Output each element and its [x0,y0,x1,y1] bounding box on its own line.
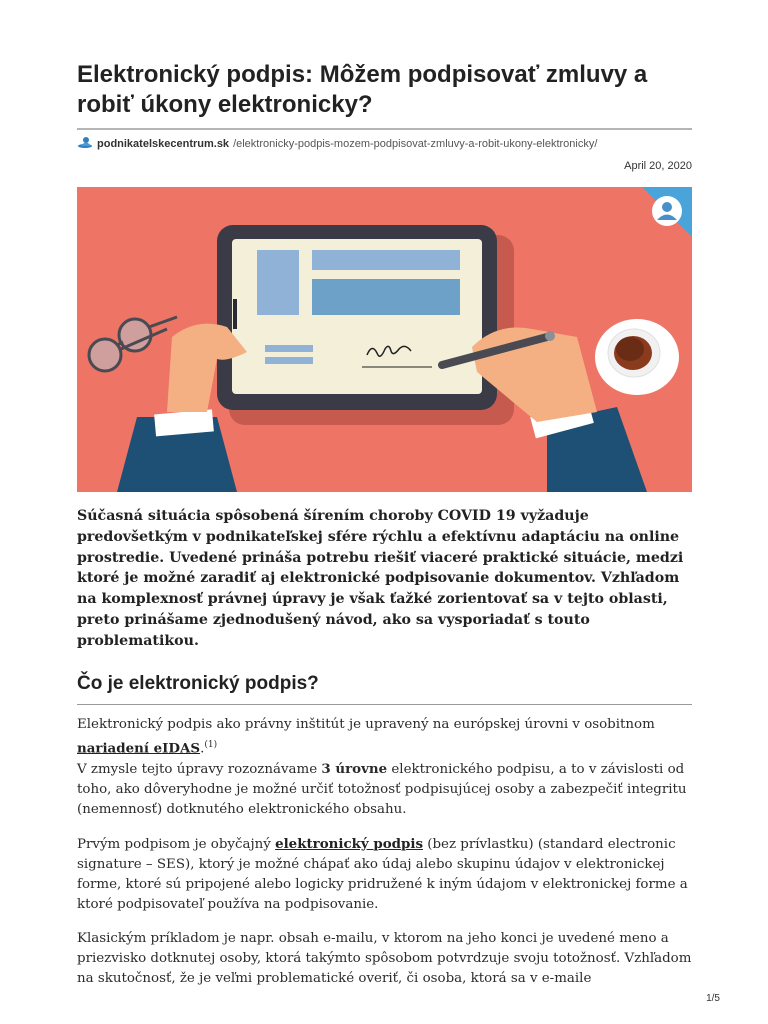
coffee-cup [595,319,679,395]
p1-bold: 3 úrovne [321,761,388,778]
p1-text: Elektronický podpis ako právny inštitút je upravený na európskej úrovni v osobitnom [77,716,655,732]
tablet [217,225,497,410]
section-divider [77,704,692,705]
publish-date: April 20, 2020 [624,160,692,172]
source-path[interactable]: /elektronicky-podpis-mozem-podpisovat-zmluvy-a-robit-ukony-elektronicky/ [233,137,598,150]
p1-period: . [200,741,205,757]
eidas-link[interactable]: nariadení eIDAS [77,740,201,757]
p2-text-2: (bez prívlastku) (standard electronic signature – SES), ktorý je možné chápať ako údaj alebo skupinu údajov v elektronickej forme, ktoré sú pripojené alebo logicky pridružené k iným údajom v elektronickej forme a ktoré podpisovateľ používa na podpisovanie. [77,837,688,913]
title-divider [77,128,692,130]
article [77,60,692,989]
p1-text-2: V zmysle tejto úpravy rozoznávame [77,762,322,778]
p1-text-3: elektronického podpisu, a to v závislosti od toho, ako dôveryhodne je možné určiť totožnosť podpisujúcej osoby a zabezpečiť integritu (nemennosť) dotknutého elektronického obsahu. [77,762,687,818]
page-number: 1/5 [706,993,720,1004]
section-heading: Čo je elektronický podpis? [77,672,319,694]
user-icon [652,196,682,226]
lead-paragraph: Súčasná situácia spôsobená šírením choroby COVID 19 vyžaduje predovšetkým v podnikateľskej sfére rýchlu a efektívnu adaptáciu na online prostredie. Uvedené prináša potrebu riešiť viaceré praktické situácie, medzi ktoré je možné zaradiť aj elektronické podpisovanie dokumentov. Vzhľadom na komplexnosť právnej úpravy je však ťažké zorientovať sa v tejto oblasti, preto prinášame zjednodušený návod, ako sa vysporiadať s touto problematikou. [77,508,684,649]
paragraph-2 [77,834,692,915]
electronic-signature-link[interactable]: elektronický podpis [275,836,423,853]
paragraph-1 [77,715,692,820]
hero-illustration [77,187,692,492]
page-title: Elektronický podpis: Môžem podpisovať zmluvy a robiť úkony elektronicky? [77,61,648,118]
source-url[interactable] [77,136,692,151]
paragraph-3: Klasickým príkladom je napr. obsah e-mailu, v ktorom na jeho konci je uvedené meno a priezvisko dotknutej osoby, ktorá takýmto spôsobom potvrdzuje svoju totožnosť. Vzhľadom na skutočnosť, že je veľmi problematické overiť, či osoba, ktorá sa v e-maile [77,931,692,987]
source-domain[interactable]: podnikatelskecentrum.sk [97,137,230,150]
p2-text: Prvým podpisom je obyčajný [77,837,276,853]
footnote-ref[interactable]: (1) [204,739,218,750]
user-pin-icon [77,136,93,151]
